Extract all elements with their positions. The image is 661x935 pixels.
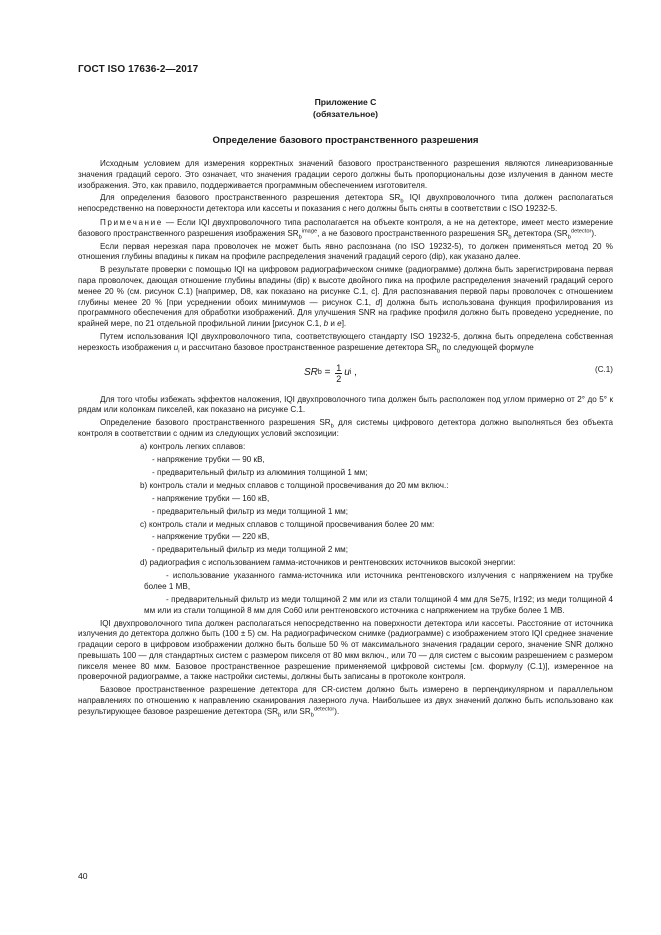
condition-d: d) радиография с использованием гамма-источников и рентгеновских источников высокой энергии: <box>140 558 516 568</box>
subscript: b <box>400 199 404 206</box>
list-item: - использование указанного гамма-источника или источника рентгеновского излучения с напряжением на трубке более 1 МВ, <box>144 571 613 591</box>
text-run: ]. <box>341 319 347 329</box>
note-paragraph <box>78 218 613 240</box>
paragraph-2 <box>78 193 613 215</box>
paragraph-9 <box>78 685 613 717</box>
formula-tail: , <box>351 366 357 378</box>
appendix-heading <box>78 96 613 120</box>
subscript: b <box>567 234 571 241</box>
text-run: ). <box>591 228 597 238</box>
formula-c1 <box>78 358 613 392</box>
text-run: для системы цифрового детектора должно выполняться без объекта контроля в соответствии с одним из следующих условий экспозиции: <box>78 418 613 438</box>
paragraph-1: Исходным условием для измерения корректных значений базового пространственного разрешения являются линеаризованные значения градаций серого. Это означает, что значения градации серого должны быть пропорциональны дозе излучения в данном месте изображения. Это, как правило, поддерживается программным обеспечением изготовителя. <box>78 159 613 190</box>
formula-number: (С.1) <box>595 364 613 374</box>
appendix-subtitle: (обязательное) <box>312 109 379 119</box>
subscript: b <box>310 712 314 719</box>
text-run: Определение базового пространственного разрешения SR <box>100 418 331 428</box>
note-label: Примечание <box>100 217 163 227</box>
formula-equals: = <box>321 366 334 378</box>
fraction-numerator: 1 <box>336 362 342 373</box>
subscript: b <box>278 712 282 719</box>
text-run: и <box>328 319 338 329</box>
document-header: ГОСТ ISO 17636-2—2017 <box>78 64 199 75</box>
text-run: В результате проверки с помощью IQI на цифровом радиографическом снимке (радиограмме) должна быть зарегистрирована первая пара проволочек, дающая отношение глубины впадины (dip) к высоте двойного пика на профиле распределения значений градаций серого менее 20 % (см. рисунок С.1) [например, D8, как показано на рисунке С.1, с]. Для распознавания первой пары проволочек с отношением глубины менее 20 % [при усреднении обоих минимумов — рисунок С.1, <box>78 265 613 307</box>
italic-ref: e <box>337 319 342 329</box>
formula-variable: u <box>344 366 350 378</box>
superscript: image <box>301 228 318 234</box>
formula-fraction <box>335 363 342 384</box>
text-run: Путем использования IQI двухпроволочного типа, соответствующего стандарту ISO 19232-5, должна быть определена собственная нерезкость изображения <box>78 332 613 352</box>
page-number: 40 <box>78 871 88 881</box>
list-item: - напряжение трубки — 220 кВ, <box>152 532 270 542</box>
list-item: - предварительный фильтр из меди толщиной 1 мм; <box>152 506 348 516</box>
text-run: IQI двухпроволочного типа должен располагаться непосредственно на поверхности детектора или кассеты и показания с него должны быть сняты в соответствии с ISO 19232-5. <box>78 193 613 214</box>
exposure-conditions-list <box>78 442 613 617</box>
subscript: b <box>436 348 441 355</box>
subscript: b <box>298 234 302 241</box>
formula-lhs: SR <box>304 366 318 378</box>
list-item: - предварительный фильтр из меди толщиной 2 мм; <box>152 545 348 555</box>
condition-c: с) контроль стали и медных сплавов с толщиной просвечивания более 20 мм: <box>140 519 435 529</box>
list-item: - напряжение трубки — 160 кВ, <box>152 493 270 503</box>
text-run: ] должна быть использована функция профилирования из программного обеспечения для обработки изображений. Для улучшения SNR на графике профиля должно быть проведено усреднение, по крайней мере, по 21 отдельной профильной линии [рисунок С.1, <box>78 297 613 329</box>
text-run: по следующей формуле <box>440 342 534 352</box>
text-run: ). <box>334 706 340 716</box>
appendix-title: Приложение С <box>314 97 377 107</box>
subscript: b <box>508 234 512 241</box>
section-title: Определение базового пространственного разрешения <box>212 135 479 146</box>
list-item: - напряжение трубки — 90 кВ, <box>152 454 265 464</box>
superscript: detector <box>313 706 335 713</box>
italic-ref: d <box>375 297 381 307</box>
paragraph-4 <box>78 265 613 330</box>
text-run: или SR <box>281 706 311 716</box>
paragraph-6: Для того чтобы избежать эффектов наложения, IQI двухпроволочного типа должен быть расположен под углом примерно от 2° до 5° к рядам или колонкам пикселей, как показано на рисунке С.1. <box>78 394 613 415</box>
superscript: detector <box>570 228 592 234</box>
text-run: Для определения базового пространственного разрешения детектора SR <box>100 193 401 203</box>
formula-expression: SR b = $\frac{1}{2}$ u i , <box>304 362 357 384</box>
document-body <box>78 159 613 720</box>
text-run: и рассчитано базовое пространственное разрешение детектора SR <box>179 342 437 352</box>
text-run: , а не базового пространственного разрешения SR <box>317 228 509 238</box>
list-item: - предварительный фильтр из алюминия толщиной 1 мм; <box>152 467 368 477</box>
condition-b: b) контроль стали и медных сплавов с толщиной просвечивания до 20 мм включ.: <box>140 480 449 490</box>
text-run: детектора (SR <box>511 228 568 238</box>
italic-symbol: u <box>173 342 179 352</box>
paragraph-7 <box>78 418 613 440</box>
list-item: - предварительный фильтр из меди толщиной 2 мм или из стали толщиной 4 мм для Se75, Ir192; из меди толщиной 4 мм или из стали толщиной 8 мм для Co60 или рентгеновского источника с напряжением на трубке более 1 МВ. <box>144 594 613 615</box>
subscript: i <box>178 348 180 355</box>
condition-a: a) контроль легких сплавов: <box>140 441 246 451</box>
text-run: — Если IQI двухпроволочного типа располагается на объекте контроля, а не на детекторе, имеет место измерение базового пространственного разрешения изображения SR <box>78 217 613 238</box>
text-run: Базовое пространственное разрешение детектора для CR-систем должно быть измерено в перпендикулярном и параллельном направлениях по отношению к направлению сканирования лазерного луча. Наибольшее из двух значений должно быть использовано как результирующее базовое разрешение детектора (SR <box>78 685 613 716</box>
italic-ref: b <box>323 319 329 329</box>
paragraph-5 <box>78 332 613 354</box>
paragraph-8: IQI двухпроволочного типа должен располагаться непосредственно на поверхности детектора или кассеты. Расстояние от источника излучения до детектора должно быть (100 ± 5) см. На радиографическом снимке (радиограмме) с изображением этого IQI среднее значение градации серого в цифровом изображении должно быть больше 50 % от максимального значения градации серого, значение SNR должно превышать 100 — для стандартных систем с размером пикселя от 80 мкм включ., или 70 — для систем с высоким разрешением с размером пикселя менее 80 мкм. Базовое пространственное разрешение применяемой цифровой системы [см. формулу (С.1)], измеренное на проверочной радиограмме, а также настройки системы, должны быть записаны в протоколе контроля. <box>78 618 613 682</box>
fraction-denominator: 2 <box>336 373 342 384</box>
paragraph-3: Если первая нерезкая пара проволочек не может быть явно распознана (по ISO 19232-5), то должен применяться метод 20 % отношения глубины впадины к пикам на профиле распределения значений градаций серого (dip), как указано далее. <box>78 241 613 262</box>
subscript: b <box>330 423 334 430</box>
